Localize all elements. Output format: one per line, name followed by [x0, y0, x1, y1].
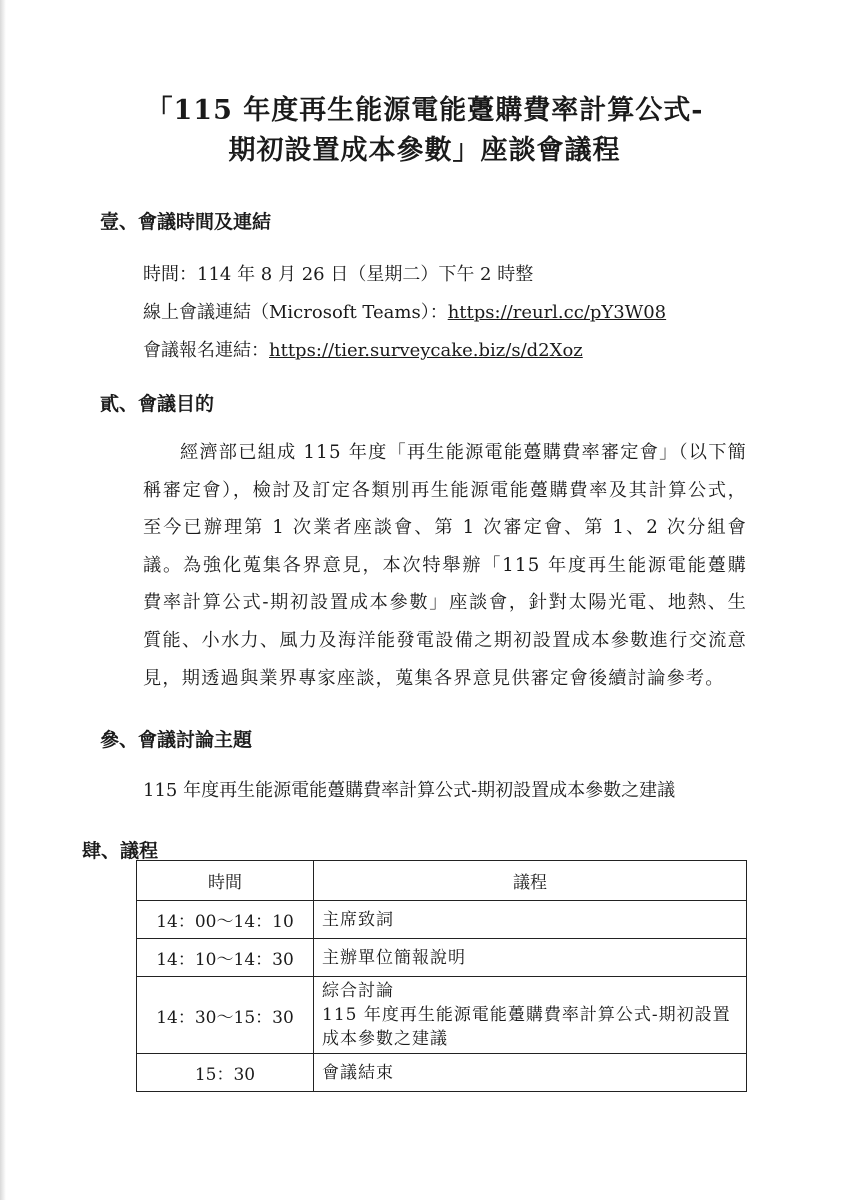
column-header-time: 時間 [137, 861, 314, 901]
section1-heading: 壹、會議時間及連結 [100, 211, 272, 233]
registration-label: 會議報名連結： [143, 340, 269, 361]
discussion-topic: 115 年度再生能源電能躉購費率計算公式-期初設置成本參數之建議 [143, 780, 676, 801]
section3-heading: 參、會議討論主題 [100, 729, 253, 751]
meeting-time: 時間：114 年 8 月 26 日（星期二）下午 2 時整 [143, 264, 534, 285]
table-row [137, 939, 747, 977]
table-row [137, 901, 747, 939]
agenda-time-cell: 14：30～15：30 [137, 977, 314, 1054]
agenda-time-cell: 15：30 [137, 1054, 314, 1092]
online-meeting-row [143, 298, 666, 324]
agenda-item-title: 綜合討論 [322, 981, 394, 1001]
agenda-item-cell: 主辦單位簡報說明 [314, 939, 747, 977]
agenda-item-cell: 會議結束 [314, 1054, 747, 1092]
section4-heading: 肆、議程 [82, 840, 159, 862]
document-title-line1: 「115 年度再生能源電能躉購費率計算公式- [145, 95, 704, 126]
agenda-time-cell: 14：00～14：10 [137, 901, 314, 939]
agenda-item-cell [314, 977, 747, 1054]
table-row [137, 977, 747, 1054]
agenda-time-cell: 14：10～14：30 [137, 939, 314, 977]
registration-link[interactable]: https://tier.surveycake.biz/s/d2Xoz [269, 340, 583, 361]
column-header-agenda: 議程 [314, 861, 747, 901]
section2-heading: 貳、會議目的 [100, 393, 215, 415]
registration-row [143, 336, 583, 362]
online-meeting-label: 線上會議連結（Microsoft Teams）： [143, 302, 448, 323]
table-row [137, 1054, 747, 1092]
document-title-line2: 期初設置成本參數」座談會議程 [228, 135, 621, 166]
purpose-paragraph: 經濟部已組成 115 年度「再生能源電能躉購費率審定會」（以下簡稱審定會），檢討及訂定各類別再生能源電能躉購費率及其計算公式，至今已辦理第 1 次業者座談會、第 1 次審定會、第 1、2 次分組會議。為強化蒐集各界意見，本次特舉辦「115 年度再生能源電能躉購費率計算公式-期初設置成本參數」座談會，針對太陽光電、地熱、生質能、小水力、風力及海洋能發電設備之期初設置成本參數進行交流意見，期透過與業界專家座談，蒐集各界意見供審定會後續討論參考。 [143, 442, 747, 689]
scan-edge-shadow [0, 0, 6, 1200]
online-meeting-link[interactable]: https://reurl.cc/pY3W08 [447, 302, 667, 323]
agenda-header-row [137, 861, 747, 901]
agenda-item-detail: 115 年度再生能源電能躉購費率計算公式-期初設置成本參數之建議 [322, 1005, 731, 1049]
agenda-table [136, 860, 747, 1092]
agenda-item-cell: 主席致詞 [314, 901, 747, 939]
